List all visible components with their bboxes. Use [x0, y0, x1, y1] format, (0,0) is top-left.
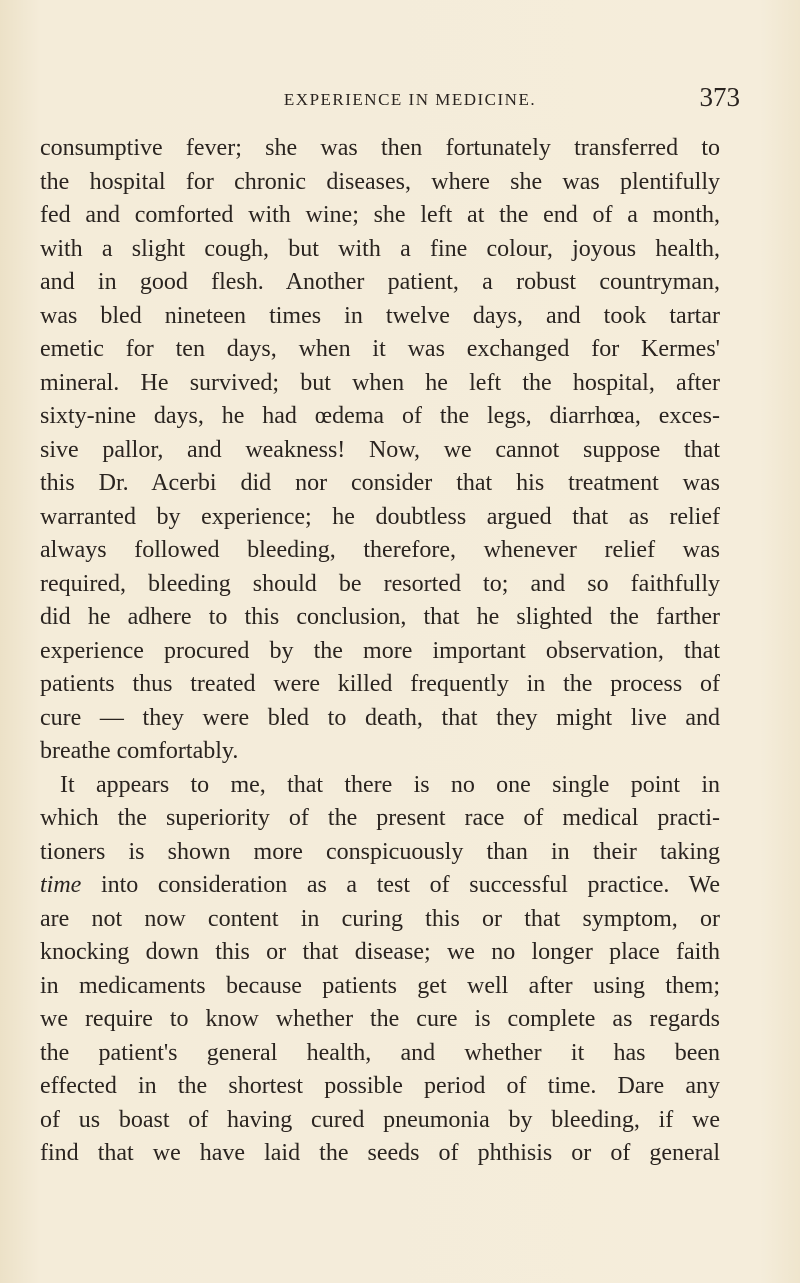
text-line-24: are not now content in curing this or that symptom, or: [40, 905, 720, 932]
text-line-20: It appears to me, that there is no one single point in: [60, 771, 720, 798]
body-text: [40, 132, 720, 1171]
text-line-2: the hospital for chronic diseases, where she was plentifully: [40, 168, 720, 195]
text-line-12: warranted by experience; he doubtless argued that as relief: [40, 503, 720, 530]
text-line-26: in medicaments because patients get well after using them;: [40, 972, 720, 999]
text-line-4: with a slight cough, but with a fine colour, joyous health,: [40, 235, 720, 262]
text-line-25: knocking down this or that disease; we no longer place faith: [40, 939, 720, 965]
text-line-5: and in good flesh. Another patient, a robust countryman,: [40, 269, 720, 295]
text-line-11: this Dr. Acerbi did nor consider that his treatment was: [40, 470, 720, 496]
running-head: [60, 82, 760, 116]
text-line-29: effected in the shortest possible period of time. Dare any: [40, 1073, 720, 1099]
text-line-10: sive pallor, and weakness! Now, we cannot suppose that: [40, 436, 720, 463]
text-line-3: fed and comforted with wine; she left at the end of a month,: [40, 202, 720, 228]
text-line-6: was bled nineteen times in twelve days, and took tartar: [40, 302, 720, 329]
text-line-15: did he adhere to this conclusion, that he slighted the farther: [40, 604, 720, 630]
text-line-14: required, bleeding should be resorted to; and so faithfully: [40, 570, 720, 597]
text-line-22: tioners is shown more conspicuously than in their taking: [40, 838, 720, 865]
text-line-8: mineral. He survived; but when he left the hospital, after: [40, 369, 720, 396]
text-line-13: always followed bleeding, therefore, whenever relief was: [40, 537, 720, 563]
text-line-23-rest: into consideration as a test of successful practice. We: [100, 872, 721, 898]
text-line-27: we require to know whether the cure is complete as regards: [40, 1006, 720, 1032]
text-line-19: breathe comfortably.: [40, 738, 239, 764]
italic-word-time: time: [40, 872, 82, 898]
text-line-21: which the superiority of the present race of medical practi-: [40, 805, 720, 831]
text-line-1: consumptive fever; she was then fortunately transferred to: [40, 135, 720, 161]
page-number: 373: [699, 82, 740, 112]
text-line-28: the patient's general health, and whether it has been: [40, 1039, 720, 1066]
text-line-7: emetic for ten days, when it was exchanged for Kermes': [40, 336, 720, 362]
text-line-30: of us boast of having cured pneumonia by bleeding, if we: [40, 1106, 720, 1133]
text-line-9: sixty-nine days, he had œdema of the legs, diarrhœa, exces-: [40, 403, 720, 429]
text-line-16: experience procured by the more important observation, that: [40, 637, 720, 664]
text-line-17: patients thus treated were killed frequently in the process of: [40, 671, 720, 697]
text-line-18: cure — they were bled to death, that they might live and: [40, 704, 720, 731]
running-head-title: EXPERIENCE IN MEDICINE.: [283, 90, 537, 109]
text-line-23: [40, 869, 720, 903]
text-line-31: find that we have laid the seeds of phthisis or of general: [40, 1140, 720, 1166]
